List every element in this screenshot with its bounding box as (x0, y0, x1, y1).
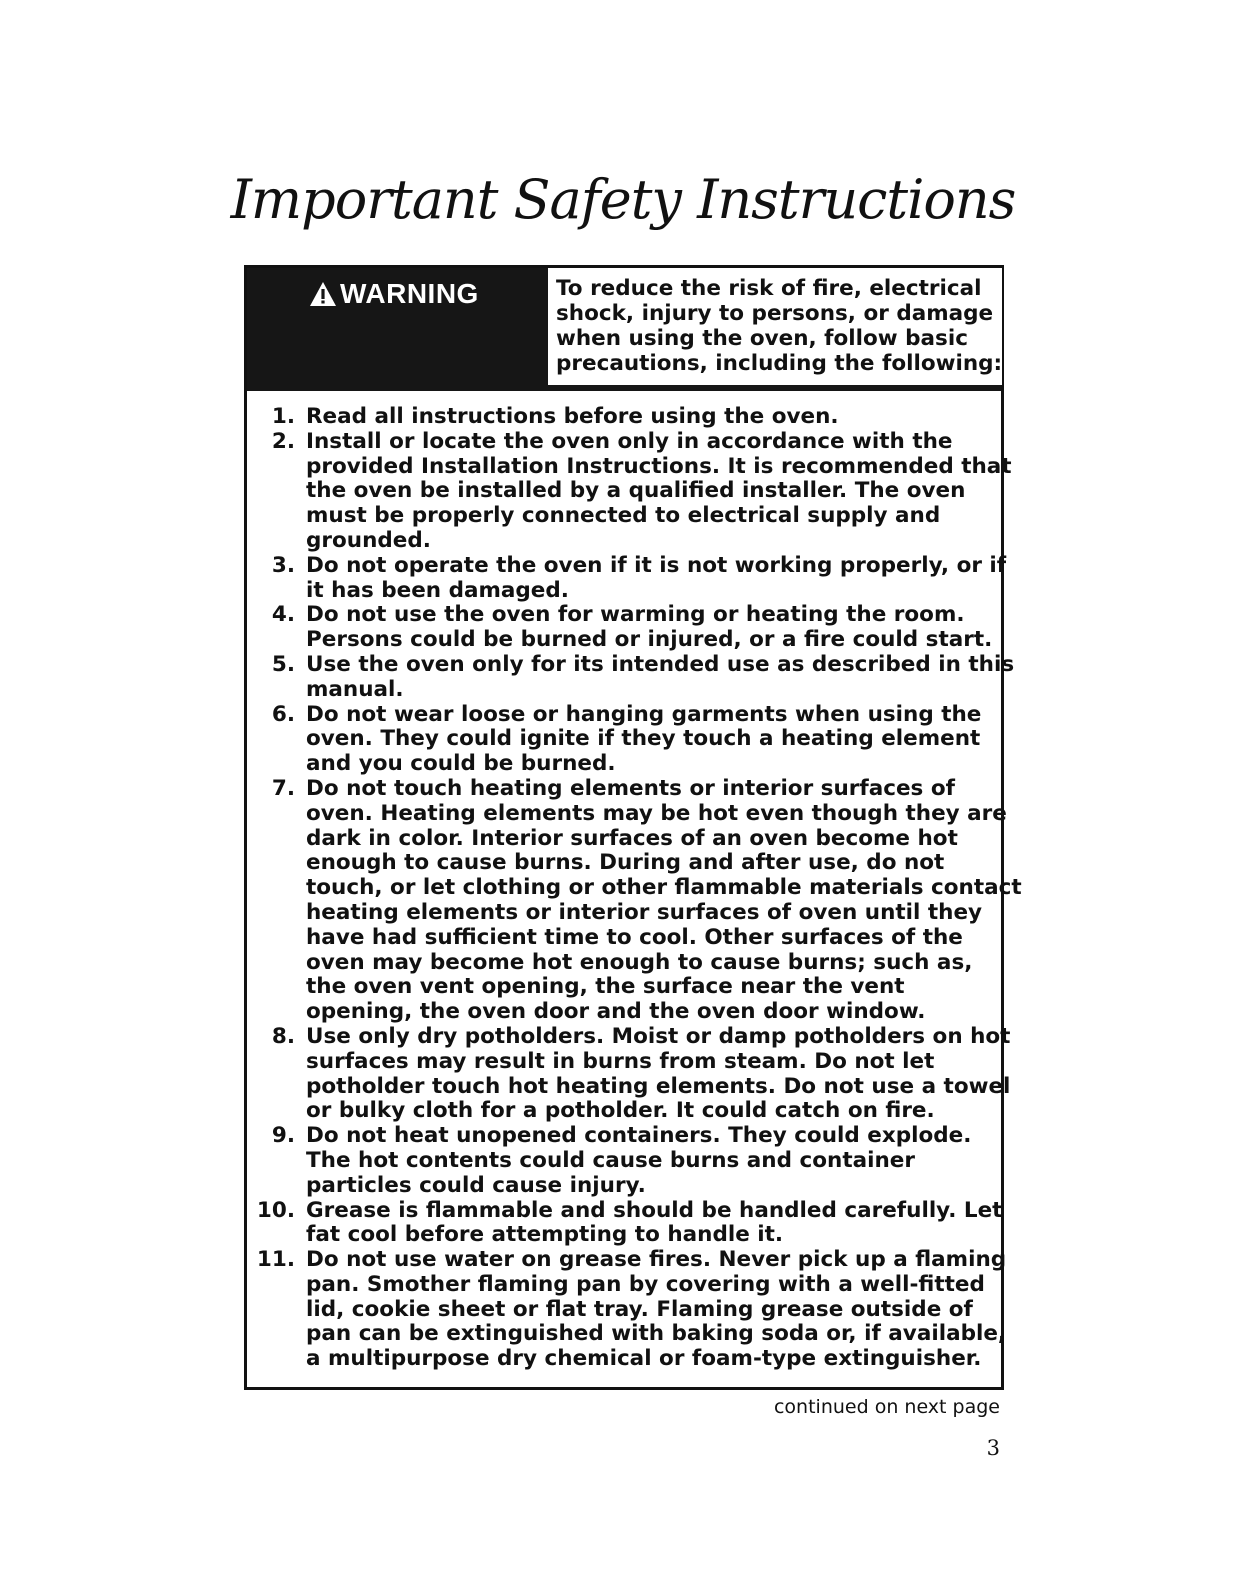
item-text-line: surfaces may result in burns from steam. Do not let (306, 1048, 935, 1074)
item-text-line: potholder touch hot heating elements. Do not use a towel (306, 1073, 1011, 1099)
item-text-line: oven. Heating elements may be hot even though they are (306, 800, 1007, 826)
item-text-line: and you could be burned. (306, 751, 616, 777)
item-text-line: dark in color. Interior surfaces of an oven become hot (306, 825, 958, 851)
warning-text-line: shock, injury to persons, or damage (556, 301, 994, 326)
item-text-line: The hot contents could cause burns and container (306, 1147, 915, 1173)
item-number: 7. (271, 775, 295, 801)
item-text-line: Do not use the oven for warming or heating the room. (306, 602, 965, 628)
item-text-line: opening, the oven door and the oven door window. (306, 999, 926, 1025)
item-text-line: pan. Smother flaming pan by covering with a well-fitted (306, 1271, 985, 1297)
item-text-line: the oven vent opening, the surface near the vent (306, 974, 905, 1000)
item-text-line: pan can be extinguished with baking soda or, if available, (306, 1321, 1007, 1347)
list-item (247, 775, 1022, 1025)
item-text-line: oven may become hot enough to cause burns; such as, (306, 949, 973, 975)
item-text-line: have had sufficient time to cool. Other surfaces of the (306, 924, 963, 950)
warning-banner (247, 268, 1001, 391)
item-text-line: must be properly connected to electrical supply and (306, 503, 941, 529)
list-item (247, 1124, 987, 1198)
list-item (247, 1197, 1003, 1249)
item-text-line: fat cool before attempting to handle it. (306, 1222, 784, 1248)
warning-text-line: To reduce the risk of fire, electrical (556, 276, 982, 301)
item-number: 5. (271, 651, 295, 677)
item-number: 2. (271, 428, 295, 454)
page-title: Important Safety Instructions (230, 168, 1016, 231)
item-text-line: Install or locate the oven only in accordance with the (306, 428, 953, 454)
safety-instructions-box (244, 265, 1022, 1390)
item-text-line: oven. They could ignite if they touch a heating element (306, 726, 981, 752)
list-item (247, 552, 1007, 604)
item-number: 10. (256, 1197, 295, 1223)
item-number: 6. (271, 701, 295, 727)
item-text-line: it has been damaged. (306, 577, 569, 603)
item-number: 4. (271, 602, 295, 628)
warning-text-line: precautions, including the following: (556, 351, 1003, 376)
item-text-line: grounded. (306, 527, 431, 553)
item-text-line: lid, cookie sheet or flat tray. Flaming grease outside of (306, 1296, 973, 1322)
list-item (247, 703, 987, 777)
item-number: 1. (271, 404, 295, 429)
item-text-line: Do not wear loose or hanging garments when using the (306, 701, 982, 727)
continued-note: continued on next page (773, 1396, 1000, 1418)
item-text-line: particles could cause injury. (306, 1172, 646, 1198)
item-text-line: Do not touch heating elements or interior surfaces of (306, 775, 955, 801)
list-item (247, 428, 1012, 554)
item-text-line: Use the oven only for its intended use as described in this (306, 651, 1015, 677)
item-text-line: touch, or let clothing or other flammable materials contact (306, 875, 1022, 901)
warning-text (548, 268, 1002, 385)
item-text-line: Do not operate the oven if it is not working properly, or if (306, 552, 1007, 578)
item-number: 9. (271, 1123, 295, 1149)
warning-text-line: when using the oven, follow basic (556, 326, 968, 351)
list-item (247, 1247, 1007, 1372)
item-text-line: Read all instructions before using the oven. (306, 404, 839, 429)
list-item (247, 1023, 1011, 1124)
page-number: 3 (986, 1436, 1000, 1460)
item-number: 11. (256, 1247, 295, 1273)
item-text-line: Grease is flammable and should be handled carefully. Let (306, 1197, 1003, 1223)
instruction-list (247, 404, 1022, 1372)
warning-label (309, 278, 479, 310)
item-number: 3. (271, 552, 295, 578)
warning-triangle-icon (309, 281, 337, 307)
item-text-line: Do not use water on grease fires. Never pick up a flaming (306, 1247, 1007, 1273)
list-item (247, 405, 987, 430)
item-text-line: provided Installation Instructions. It is recommended that (306, 453, 1012, 479)
item-number: 8. (271, 1023, 295, 1049)
item-text-line: Do not heat unopened containers. They could explode. (306, 1123, 972, 1149)
item-text-line: Use only dry potholders. Moist or damp potholders on hot (306, 1023, 1011, 1049)
item-text-line: a multipurpose dry chemical or foam-type extinguisher. (306, 1346, 982, 1372)
item-text-line: or bulky cloth for a potholder. It could catch on fire. (306, 1098, 935, 1124)
item-text-line: heating elements or interior surfaces of oven until they (306, 899, 983, 925)
list-item (247, 651, 1015, 703)
item-text-line: enough to cause burns. During and after use, do not (306, 850, 945, 876)
warning-label-text: WARNING (340, 278, 479, 309)
item-text-line: manual. (306, 676, 404, 702)
item-text-line: the oven be installed by a qualified installer. The oven (306, 478, 966, 504)
list-item (247, 602, 993, 653)
item-text-line: Persons could be burned or injured, or a fire could start. (306, 627, 993, 653)
